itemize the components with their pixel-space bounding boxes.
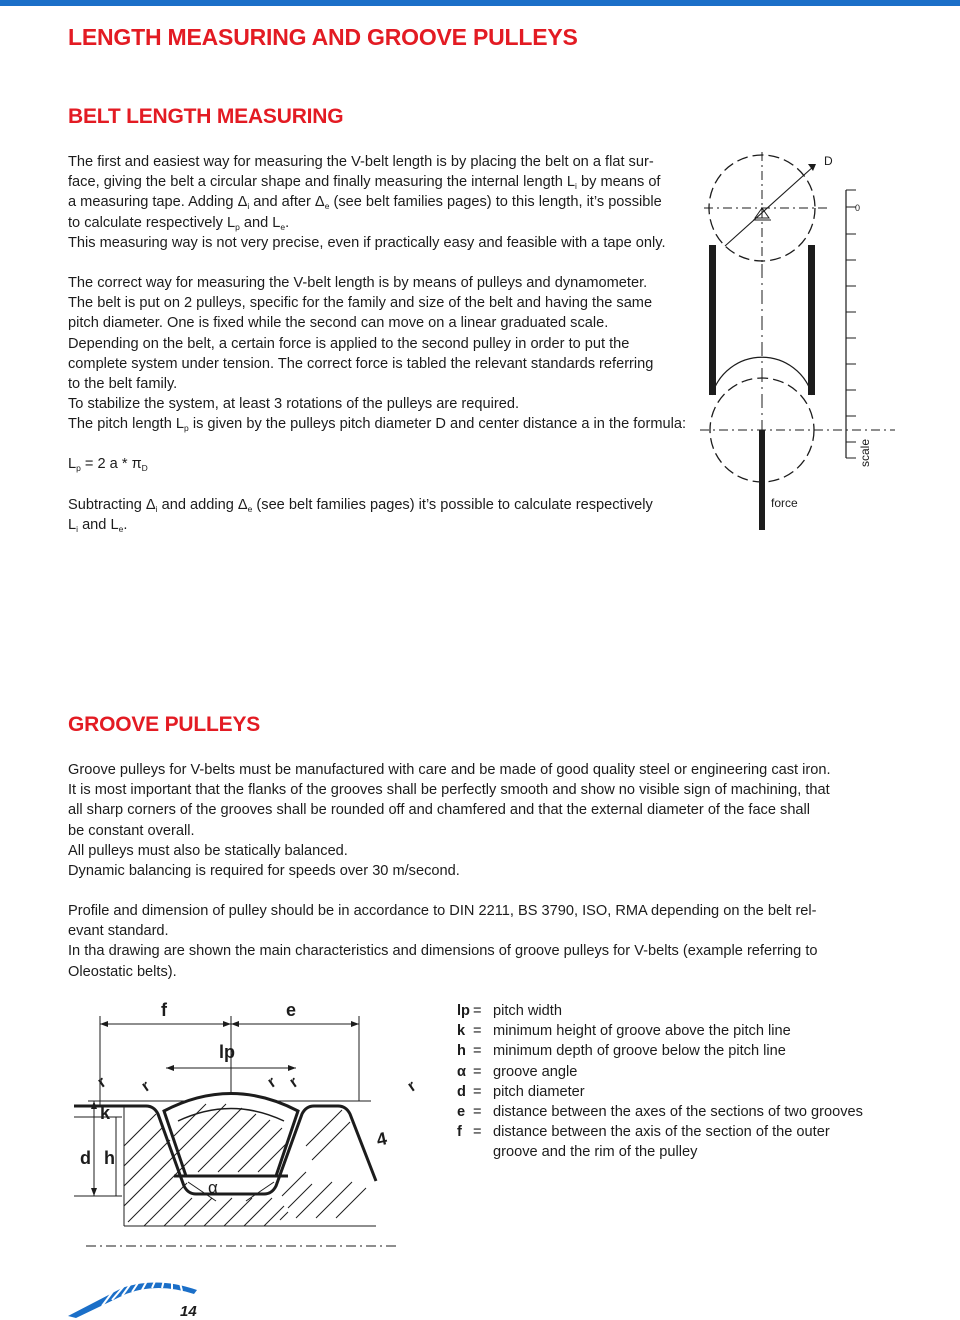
belt-right-strand (808, 245, 815, 395)
legend-text: minimum height of groove above the pitch line (493, 1023, 791, 1040)
force-rod (759, 430, 765, 530)
text-line: This measuring way is not very precise, even if practically easy and feasible with a tape only. (68, 234, 666, 251)
pitch-length-formula: $L_p = 2$ a * $\pi_D$ (68, 456, 148, 473)
legend-row: h = minimum depth of groove below the pitch line (457, 1041, 893, 1061)
legend-row: e = distance between the axes of the sections of two grooves (457, 1102, 893, 1122)
label-d: d (80, 1148, 91, 1168)
legend-key: d (457, 1083, 466, 1100)
label-four: 4 (374, 1128, 389, 1150)
legend-row: lp = pitch width (457, 1001, 893, 1021)
label-f: f (161, 1000, 167, 1020)
groove-profile-drawing (66, 996, 446, 1251)
label-r-3: r (264, 1073, 280, 1092)
belt-paragraph-3 (68, 495, 708, 535)
section-title-groove: GROOVE PULLEYS (68, 713, 261, 736)
belt-left-strand (709, 245, 716, 395)
text-line: Depending on the belt, a certain force is applied to the second pulley in order to put the (68, 335, 630, 352)
legend-text: distance between the axes of the sections of two grooves (493, 1104, 863, 1121)
text-line: pitch diameter. One is fixed while the second can move on a linear graduated scale. (68, 315, 609, 332)
scale-zero-label: 0 (855, 203, 861, 213)
legend-key: k (457, 1023, 466, 1040)
legend-row: α = groove angle (457, 1062, 893, 1082)
text-line: The first and easiest way for measuring the V-belt length is by placing the belt on a flat sur- (68, 154, 654, 170)
text-line: Groove pulleys for V-belts must be manufactured with care and be made of good quality steel or engineering cast iron. (68, 762, 831, 778)
force-label: force (771, 496, 798, 510)
scale-label: scale (858, 438, 872, 467)
text-line: be constant overall. (68, 822, 195, 839)
groove-paragraph-1 (68, 760, 888, 881)
label-r-5: r (404, 1077, 420, 1096)
text-line: to the belt family. (68, 376, 178, 393)
belt-paragraph-2 (68, 273, 708, 435)
text-line: All pulleys must also be statically balanced. (68, 842, 348, 859)
label-r-2: r (138, 1077, 154, 1096)
text-line: Subtracting $\Delta_i$ and adding $\Delta_e$ (see belt families pages) it’s possible to calculate respectively (68, 497, 653, 514)
legend-key (457, 1142, 473, 1162)
brand-logo-icon (62, 1276, 212, 1320)
legend-text: groove and the rim of the pulley (493, 1144, 698, 1161)
label-e: e (286, 1000, 297, 1020)
text-line: The pitch length $L_p$ is given by the pulleys pitch diameter D and center distance a in the formula: (68, 416, 687, 434)
legend-key: lp (457, 1003, 470, 1019)
text-line: Oleostatic belts). (68, 963, 177, 980)
text-line: It is most important that the flanks of the grooves shall be perfectly smooth and show no visible sign of machining, that (68, 782, 830, 799)
text-line: The correct way for measuring the V-belt length is by means of pulleys and dynamometer. (68, 275, 648, 291)
top-accent-bar (0, 0, 960, 6)
label-lp: lp (219, 1042, 235, 1062)
text-line: The belt is put on 2 pulleys, specific for the family and size of the belt and having the same (68, 295, 653, 312)
label-r-1: r (94, 1073, 110, 1092)
legend-key: e (457, 1104, 466, 1121)
section-title-belt: BELT LENGTH MEASURING (68, 105, 344, 128)
text-line: evant standard. (68, 923, 169, 940)
legend-row: f = distance between the axis of the section of the outer (457, 1122, 893, 1142)
dimension-legend (457, 1001, 893, 1163)
legend-key: f (457, 1124, 462, 1141)
diameter-label: D (824, 154, 833, 168)
diameter-line (725, 166, 814, 246)
text-line: complete system under tension. The correct force is tabled the relevant standards referring (68, 355, 654, 372)
legend-key: h (457, 1043, 466, 1060)
legend-text: distance between the axis of the section of the outer (493, 1124, 830, 1141)
legend-row (457, 1142, 893, 1162)
legend-key: α (457, 1063, 466, 1080)
label-k: k (100, 1103, 111, 1123)
legend-text: groove angle (493, 1063, 578, 1080)
legend-row: d = pitch diameter (457, 1082, 893, 1102)
text-line: Dynamic balancing is required for speeds over 30 m/second. (68, 863, 460, 880)
legend-text: pitch diameter (493, 1083, 585, 1100)
page-number: 14 (180, 1303, 197, 1320)
belt-measuring-diagram (700, 140, 900, 550)
label-r-4: r (286, 1073, 302, 1092)
text-line: all sharp corners of the grooves shall be rounded off and chamfered and that the external diameter of the face shall (68, 802, 811, 819)
text-line: In tha drawing are shown the main characteristics and dimensions of groove pulleys for V-belts (example referring to (68, 943, 818, 960)
scale-ticks (846, 190, 856, 458)
legend-text: pitch width (493, 1003, 562, 1019)
page-title: LENGTH MEASURING AND GROOVE PULLEYS (68, 24, 578, 50)
text-line: Profile and dimension of pulley should be in accordance to DIN 2211, BS 3790, ISO, RMA depending on the belt rel- (68, 903, 817, 919)
text-line: face, giving the belt a circular shape and finally measuring the internal length $L_i$ by means of (68, 174, 661, 192)
label-h: h (104, 1148, 115, 1168)
text-line: to calculate respectively $L_p$ and $L_e$. (68, 214, 290, 232)
text-line: a measuring tape. Adding $\Delta_i$ and after $\Delta_e$ (see belt families pages) to this length, it’s possible (68, 194, 662, 212)
belt-cross-section (164, 1094, 298, 1177)
groove-paragraph-2 (68, 901, 888, 982)
belt-paragraph-1 (68, 152, 708, 253)
text-line: To stabilize the system, at least 3 rotations of the pulleys are required. (68, 396, 520, 413)
text-line: $L_i$ and $L_e$. (68, 517, 128, 535)
legend-row: k = minimum height of groove above the pitch line (457, 1021, 893, 1041)
label-alpha: α (208, 1178, 218, 1197)
legend-text: minimum depth of groove below the pitch line (493, 1043, 786, 1060)
